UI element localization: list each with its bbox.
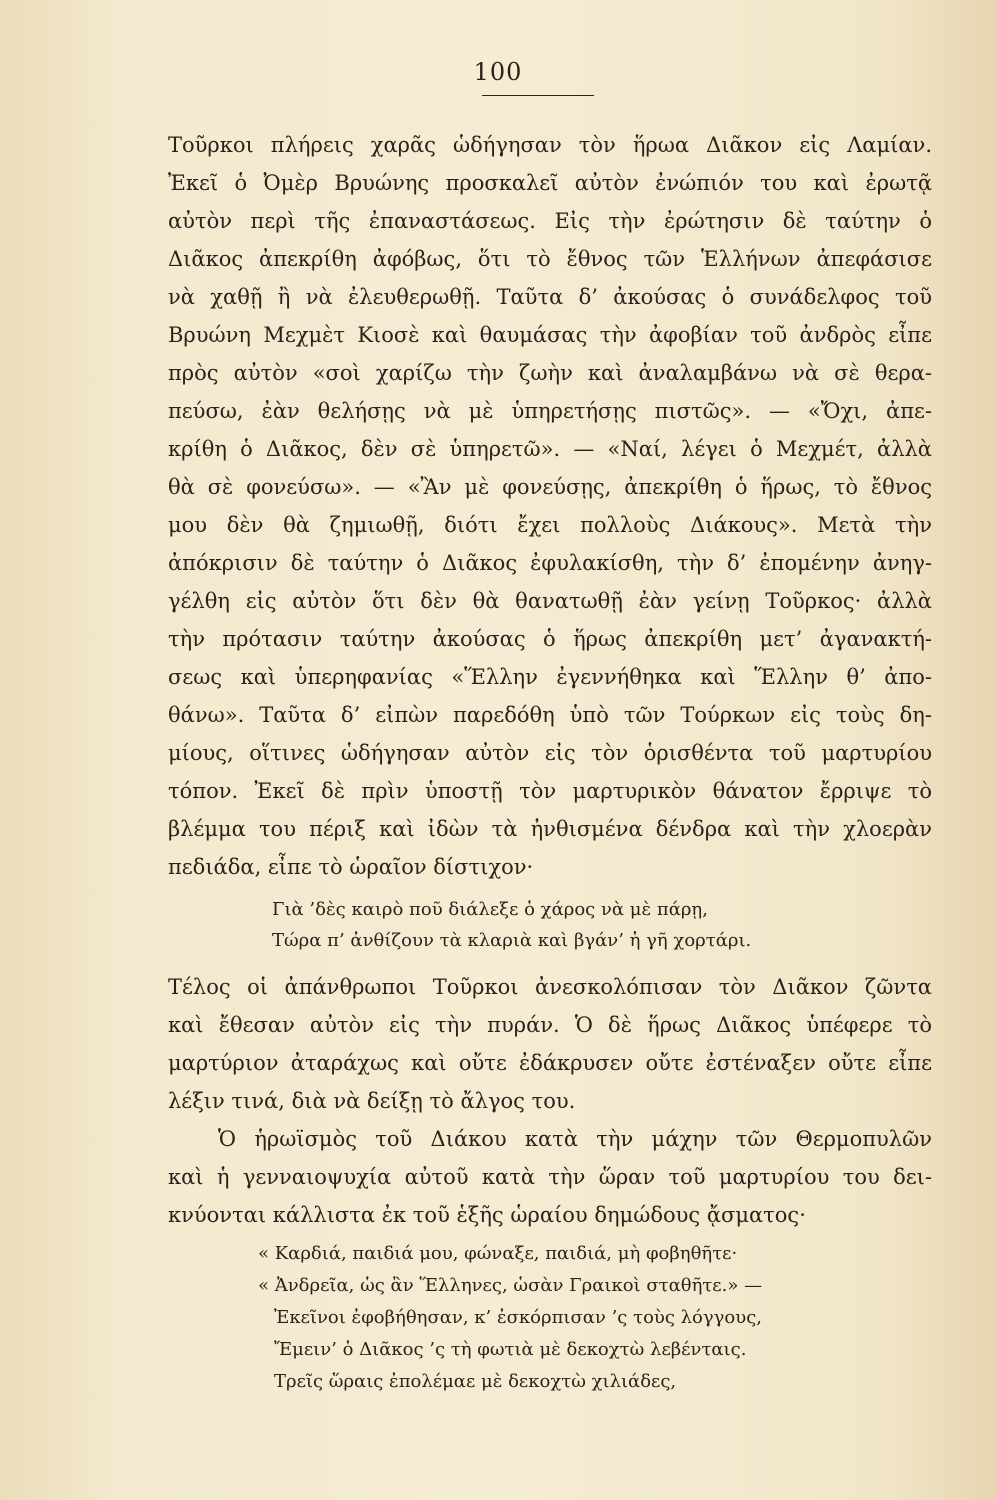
text-line: καὶ ἔθεσαν αὐτὸν εἰς τὴν πυράν. Ὁ δὲ ἥρως Διᾶκος ὑπέφερε τὸ bbox=[168, 1013, 932, 1037]
text-line: αὐτὸν περὶ τῆς ἐπαναστάσεως. Εἰς τὴν ἐρώτησιν δὲ ταύτην ὁ bbox=[168, 209, 932, 233]
text-line: πεύσω, ἐὰν θελήσῃς νὰ μὲ ὑπηρετήσῃς πιστῶς». — «Ὄχι, ἀπε- bbox=[168, 399, 932, 423]
verse-line: Γιὰ ’δὲς καιρὸ ποῦ διάλεξε ὁ χάρος νὰ μὲ πάρῃ, bbox=[272, 899, 708, 920]
text-line: θὰ σὲ φονεύσω». — «Ἂν μὲ φονεύσῃς, ἀπεκρίθη ὁ ἥρως, τὸ ἔθνος bbox=[168, 475, 932, 499]
text-line: πρὸς αὐτὸν «σοὶ χαρίζω τὴν ζωὴν καὶ ἀναλαμβάνω νὰ σὲ θερα- bbox=[168, 361, 932, 385]
text-line: γέλθη εἰς αὐτὸν ὅτι δὲν θὰ θανατωθῇ ἐὰν γείνῃ Τοῦρκος· ἀλλὰ bbox=[168, 589, 932, 613]
text-line: Διᾶκος ἀπεκρίθη ἀφόβως, ὅτι τὸ ἔθνος τῶν Ἑλλήνων ἀπεφάσισε bbox=[168, 247, 932, 271]
text-line: θάνω». Ταῦτα δ’ εἰπὼν παρεδόθη ὑπὸ τῶν Τούρκων εἰς τοὺς δη- bbox=[168, 703, 932, 727]
folk-song bbox=[258, 1238, 978, 1398]
text-line: τόπον. Ἐκεῖ δὲ πρὶν ὑποστῇ τὸν μαρτυρικὸν θάνατον ἔρριψε τὸ bbox=[168, 779, 932, 803]
text-line: Βρυώνη Μεχμὲτ Κιοσὲ καὶ θαυμάσας τὴν ἀφοβίαν τοῦ ἀνδρὸς εἶπε bbox=[168, 323, 932, 347]
verse-line bbox=[258, 1302, 978, 1334]
text-line: βλέμμα του πέριξ καὶ ἰδὼν τὰ ἠνθισμένα δένδρα καὶ τὴν χλοερὰν bbox=[168, 817, 932, 841]
verse-line: « Ἀνδρεῖα, ὡς ἂν Ἕλληνες, ὡσὰν Γραικοὶ σταθῆτε.» — bbox=[258, 1275, 763, 1296]
verse-text: Ἔμειν’ ὁ Διᾶκος ’ς τὴ φωτιὰ μὲ δεκοχτὼ λεβένταις. bbox=[274, 1339, 747, 1360]
text-line: Τέλος οἱ ἀπάνθρωποι Τοῦρκοι ἀνεσκολόπισαν τὸν Διᾶκον ζῶντα bbox=[168, 975, 932, 999]
text-line: καὶ ἡ γενναιοψυχία αὐτοῦ κατὰ τὴν ὥραν τοῦ μαρτυρίου του δει- bbox=[168, 1165, 932, 1189]
paragraph-3 bbox=[168, 1120, 932, 1234]
text-line: μίους, οἵτινες ὡδήγησαν αὐτὸν εἰς τὸν ὁρισθέντα τοῦ μαρτυρίου bbox=[168, 741, 932, 765]
paragraph-1 bbox=[168, 126, 932, 886]
text-line: πεδιάδα, εἶπε τὸ ὡραῖον δίστιχον· bbox=[168, 855, 534, 879]
verse-text: Τρεῖς ὥραις ἐπολέμαε μὲ δεκοχτὼ χιλιάδες, bbox=[274, 1371, 677, 1392]
couplet bbox=[272, 894, 992, 956]
verse-line: Τώρα π’ ἀνθίζουν τὰ κλαριὰ καὶ βγάν’ ἡ γῆ χορτάρι. bbox=[272, 930, 752, 951]
text-line: τὴν πρότασιν ταύτην ἀκούσας ὁ ἥρως ἀπεκρίθη μετ’ ἀγανακτή- bbox=[168, 627, 932, 651]
verse-line bbox=[258, 1366, 978, 1398]
text-line: Τοῦρκοι πλήρεις χαρᾶς ὡδήγησαν τὸν ἥρωα Διᾶκον εἰς Λαμίαν. bbox=[168, 133, 932, 157]
paragraph-2 bbox=[168, 968, 932, 1120]
text-line: κρίθη ὁ Διᾶκος, δὲν σὲ ὑπηρετῶ». — «Ναί, λέγει ὁ Μεχμέτ, ἀλλὰ bbox=[168, 437, 932, 461]
text-line: Ὁ ἡρωϊσμὸς τοῦ Διάκου κατὰ τὴν μάχην τῶν Θερμοπυλῶν bbox=[218, 1127, 932, 1151]
header-rule bbox=[482, 95, 594, 96]
verse-line: « Καρδιά, παιδιά μου, φώναξε, παιδιά, μὴ φοβηθῆτε· bbox=[258, 1243, 738, 1264]
text-line: μου δὲν θὰ ζημιωθῇ, διότι ἔχει πολλοὺς Διάκους». Μετὰ τὴν bbox=[168, 513, 932, 537]
text-line: Ἐκεῖ ὁ Ὀμὲρ Βρυώνης προσκαλεῖ αὐτὸν ἐνώπιόν του καὶ ἐρωτᾷ bbox=[168, 171, 932, 195]
text-line: κνύονται κάλλιστα ἐκ τοῦ ἑξῆς ὡραίου δημώδους ᾄσματος· bbox=[168, 1203, 806, 1227]
text-line: λέξιν τινά, διὰ νὰ δείξῃ τὸ ἄλγος του. bbox=[168, 1089, 576, 1113]
verse-text: Ἐκεῖνοι ἐφοβήθησαν, κ’ ἐσκόρπισαν ’ς τοὺς λόγγους, bbox=[274, 1307, 762, 1328]
text-line: σεως καὶ ὑπερηφανίας «Ἕλλην ἐγεννήθηκα καὶ Ἕλλην θ’ ἀπο- bbox=[168, 665, 932, 689]
text-line: μαρτύριον ἀταράχως καὶ οὔτε ἐδάκρυσεν οὔτε ἐστέναξεν οὔτε εἶπε bbox=[168, 1051, 932, 1075]
page-number: 100 bbox=[473, 58, 523, 86]
text-line: ἀπόκρισιν δὲ ταύτην ὁ Διᾶκος ἐφυλακίσθη, τὴν δ’ ἐπομένην ἀνηγ- bbox=[168, 551, 932, 575]
text-line: νὰ χαθῇ ἢ νὰ ἐλευθερωθῇ. Ταῦτα δ’ ἀκούσας ὁ συνάδελφος τοῦ bbox=[168, 285, 932, 309]
verse-line bbox=[258, 1334, 978, 1366]
